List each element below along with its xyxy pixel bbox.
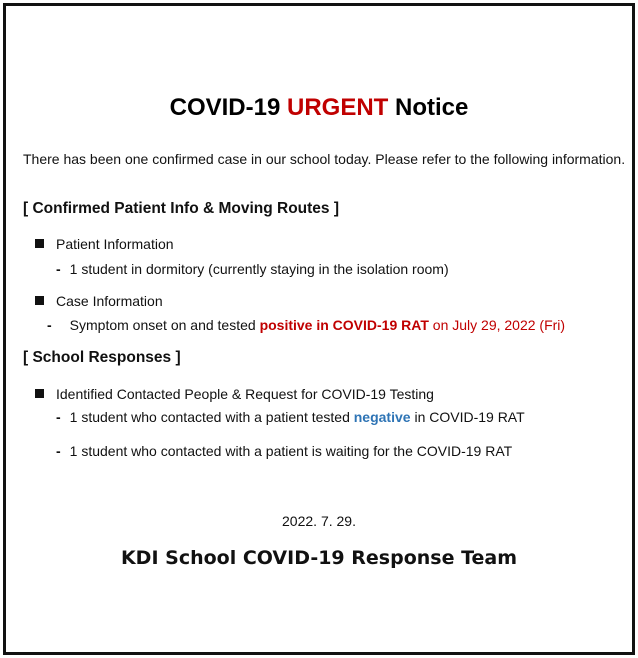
section-heading-school-responses: [ School Responses ] bbox=[23, 349, 181, 366]
bullet-label: Case Information bbox=[56, 293, 163, 309]
sub-text: 1 student in dormitory (currently staying in the isolation room) bbox=[69, 261, 449, 277]
sub-item-patient-detail bbox=[56, 261, 449, 277]
dash-marker: - bbox=[56, 261, 61, 277]
contact-negative-suffix: in COVID-19 RAT bbox=[414, 409, 525, 425]
dash-marker: - bbox=[47, 317, 52, 333]
sub-text: 1 student who contacted with a patient is waiting for the COVID-19 RAT bbox=[69, 443, 513, 459]
sub-item-contact-waiting bbox=[56, 443, 512, 459]
notice-frame bbox=[3, 3, 635, 655]
bullet-patient-information bbox=[35, 236, 174, 252]
intro-text: There has been one confirmed case in our school today. Please refer to the following information. bbox=[23, 151, 626, 167]
notice-title bbox=[6, 94, 632, 122]
case-detail-prefix: Symptom onset on and tested bbox=[69, 317, 256, 333]
bullet-label: Patient Information bbox=[56, 236, 174, 252]
sub-item-case-detail bbox=[47, 317, 565, 333]
contact-negative-highlight: negative bbox=[353, 409, 411, 425]
notice-date: 2022. 7. 29. bbox=[282, 513, 356, 529]
dash-marker: - bbox=[56, 409, 61, 425]
bullet-square-icon bbox=[35, 389, 44, 398]
bullet-square-icon bbox=[35, 296, 44, 305]
title-suffix: Notice bbox=[395, 94, 469, 121]
title-prefix: COVID-19 bbox=[169, 94, 281, 121]
bullet-contacted-people bbox=[35, 386, 434, 402]
section-heading-patient-info: [ Confirmed Patient Info & Moving Routes ] bbox=[23, 200, 340, 217]
bullet-label: Identified Contacted People & Request for COVID-19 Testing bbox=[56, 386, 434, 402]
response-team-signature: KDI School COVID-19 Response Team bbox=[120, 547, 518, 569]
contact-negative-prefix: 1 student who contacted with a patient tested bbox=[69, 409, 350, 425]
bullet-square-icon bbox=[35, 239, 44, 248]
case-detail-positive: positive in COVID-19 RAT bbox=[259, 317, 429, 333]
sub-item-contact-negative bbox=[56, 409, 525, 425]
case-detail-date: on July 29, 2022 (Fri) bbox=[432, 317, 566, 333]
dash-marker: - bbox=[56, 443, 61, 459]
title-urgent: URGENT bbox=[287, 94, 389, 121]
bullet-case-information bbox=[35, 293, 163, 309]
